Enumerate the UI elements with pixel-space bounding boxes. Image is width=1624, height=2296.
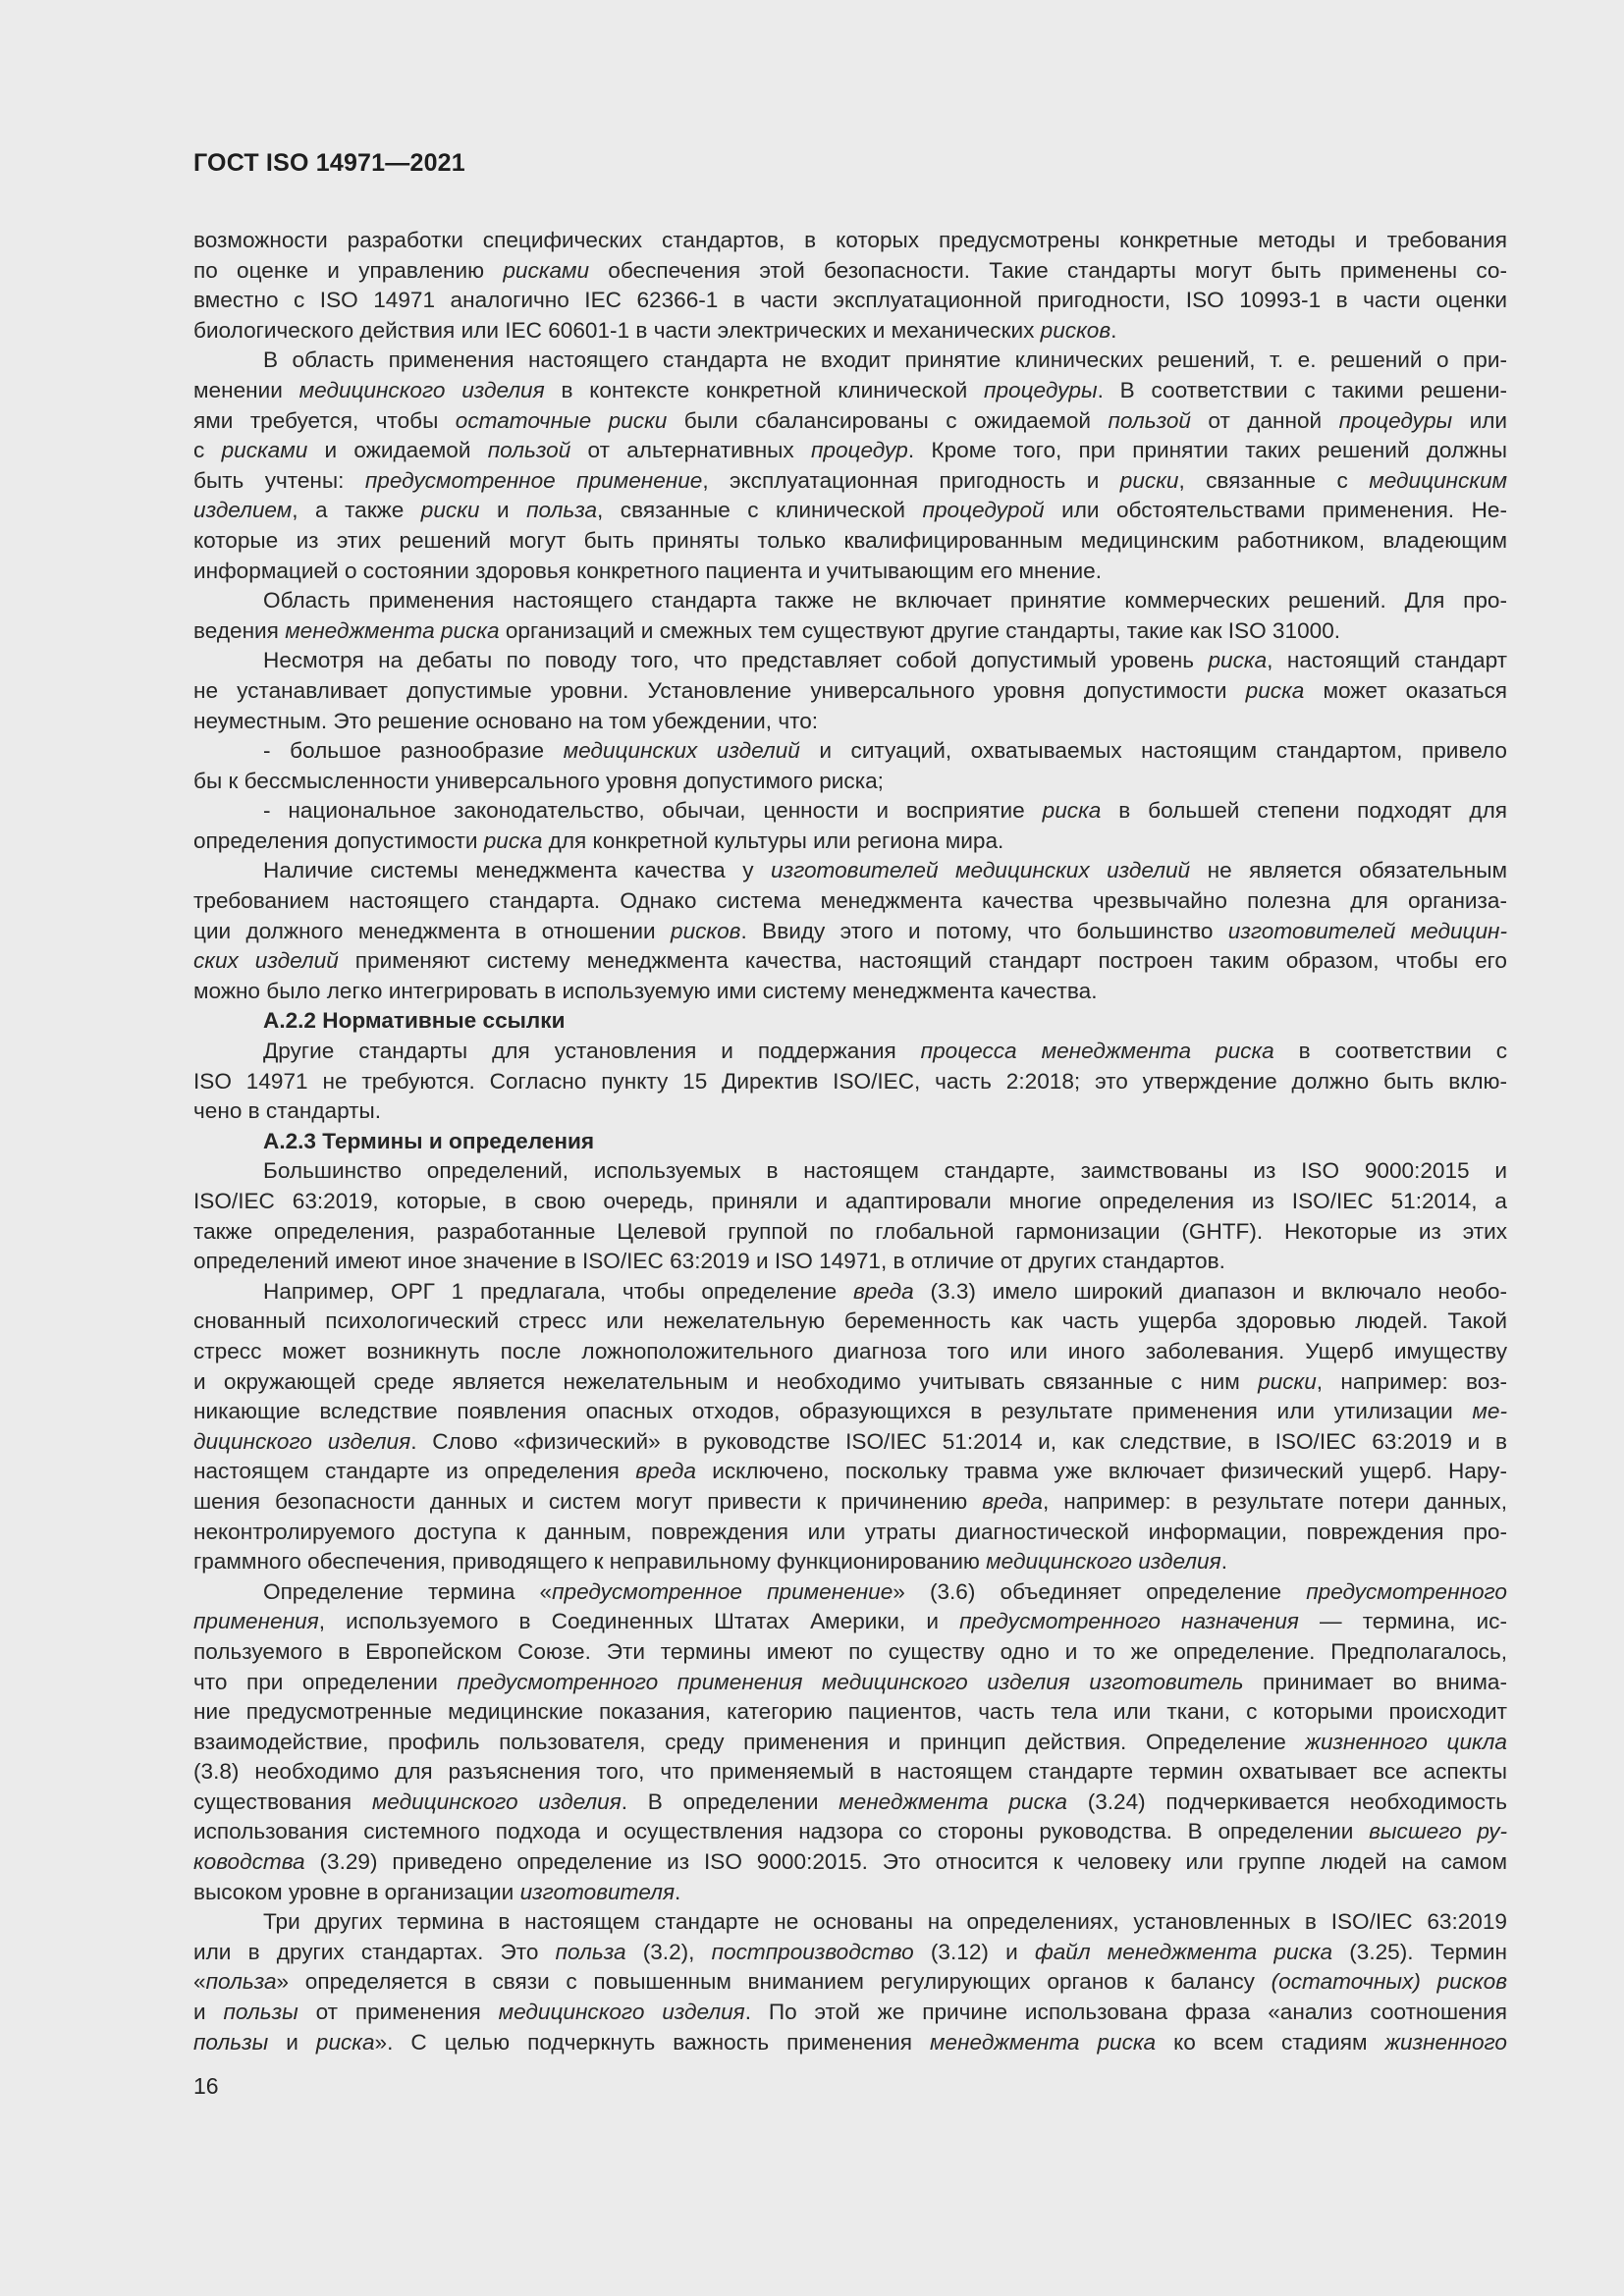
text-line (193, 376, 1507, 406)
text-line (193, 1247, 1507, 1277)
text-line (193, 226, 1507, 256)
text-line (193, 406, 1507, 437)
text-line (193, 1637, 1507, 1668)
text-run: . По этой же причине использована фраза «анализ соотношения (744, 2000, 1508, 2025)
text-run: и (193, 2000, 224, 2025)
italic-term: жизненного (1384, 2029, 1507, 2055)
text-line (193, 286, 1507, 316)
text-line (193, 466, 1507, 497)
text-run: « (193, 1969, 206, 1995)
italic-term: риска (1208, 648, 1268, 673)
text-run: ями требуется, чтобы (193, 407, 456, 433)
text-run: снованный психологический стресс или нежелательную беременность как часть ущерба здоровью людей. Такой (193, 1308, 1507, 1334)
italic-term: жизненного цикла (1305, 1729, 1507, 1754)
text-line (193, 1096, 1507, 1127)
text-line (193, 827, 1507, 857)
text-run: были сбалансированы с ожидаемой (667, 407, 1109, 433)
text-line (193, 1998, 1507, 2028)
text-run: принимает во внима- (1243, 1669, 1507, 1694)
text-run: не является обязательным (1190, 858, 1507, 883)
text-line (193, 316, 1507, 347)
text-run: » (3.6) объединяет определение (893, 1578, 1307, 1604)
text-run: Другие стандарты для установления и поддержания (263, 1039, 921, 1064)
text-run: в соответствии с (1273, 1039, 1507, 1064)
text-run: и (268, 2029, 316, 2055)
text-run: и ситуаций, охватываемых настоящим стандартом, привело (799, 738, 1507, 764)
italic-term: ских изделий (193, 948, 339, 974)
text-line (193, 1427, 1507, 1458)
italic-term: медицинского изделия (298, 377, 545, 402)
text-run: » определяется в связи с повышенным вниманием регулирующих органов к балансу (276, 1969, 1272, 1995)
text-run: существования (193, 1789, 372, 1814)
text-line (193, 856, 1507, 886)
text-line (193, 1156, 1507, 1187)
text-line (193, 1337, 1507, 1367)
italic-term: медицинского изделия (498, 2000, 745, 2025)
text-run: . Ввиду этого и потому, что большинство (740, 918, 1228, 943)
text-run: Три других термина в настоящем стандарте не основаны на определениях, установленных в ISO/IEC 63:2019 (263, 1909, 1507, 1935)
italic-term: медицинских изделий (563, 738, 800, 764)
italic-term: польза (526, 498, 598, 523)
text-run: - большое разнообразие (263, 738, 564, 764)
text-run: высоком уровне в организации (193, 1879, 520, 1904)
italic-term: изготовителей медицин- (1227, 918, 1507, 943)
italic-term: медицинским (1369, 467, 1508, 493)
text-run: и окружающей среде является нежелательным и необходимо учитывать связанные с ним (193, 1368, 1259, 1394)
italic-term: процедуры (1338, 407, 1453, 433)
text-run: или (1452, 407, 1508, 433)
text-run: менении (193, 377, 299, 402)
text-line (193, 1697, 1507, 1728)
text-line (193, 736, 1507, 767)
text-run: определения допустимости (193, 828, 484, 853)
text-run: , используемого в Соединенных Штатах Америки, и (318, 1609, 960, 1634)
text-line (193, 707, 1507, 737)
text-run: требованием настоящего стандарта. Однако система менеджмента качества чрезвычайно полезна для организа- (193, 888, 1507, 914)
italic-term: медицинского изделия (371, 1789, 622, 1814)
italic-term: риска (315, 2029, 375, 2055)
text-run: , настоящий стандарт (1267, 648, 1507, 673)
text-run: неуместным. Это решение основано на том убеждении, что: (193, 708, 819, 733)
text-run: в контексте конкретной клинической (544, 377, 985, 402)
text-run: с (193, 438, 222, 463)
text-run: (3.2), (625, 1939, 712, 1964)
italic-term: риска (483, 828, 543, 853)
text-run: , например: в результате потери данных, (1042, 1488, 1508, 1514)
text-run: может оказаться (1304, 677, 1508, 703)
text-run: , связанные с (1178, 467, 1370, 493)
text-run: и (479, 498, 527, 523)
text-run: определений имеют иное значение в ISO/IEC 63:2019 и ISO 14971, в отличие от других стандартов. (193, 1249, 1225, 1274)
italic-term: рисков (671, 918, 741, 943)
text-run: быть учтены: (193, 467, 365, 493)
text-run: , а также (292, 498, 421, 523)
text-run: неконтролируемого доступа к данным, повреждения или утраты диагностической информации, повреждения про- (193, 1519, 1507, 1544)
text-run: . В определении (621, 1789, 839, 1814)
text-line (193, 1217, 1507, 1248)
text-run: от альтернативных (570, 438, 811, 463)
italic-term: дицинского изделия (193, 1428, 411, 1454)
italic-term: ме- (1472, 1399, 1507, 1424)
text-line (193, 1607, 1507, 1637)
text-run: по оценке и управлению (193, 257, 504, 283)
text-run: применяют систему менеджмента качества, настоящий стандарт построен таким образом, чтобы его (338, 948, 1507, 974)
text-line (193, 1277, 1507, 1308)
italic-term: предусмотренного (1306, 1578, 1507, 1604)
italic-term: процедур (810, 438, 908, 463)
text-run: взаимодействие, профиль пользователя, среду применения и принцип действия. Определение (193, 1729, 1306, 1754)
text-run: никающие вследствие появления опасных отходов, образующихся в результате применения или утилизации (193, 1399, 1473, 1424)
page-header: ГОСТ ISO 14971—2021 (193, 149, 465, 177)
italic-term: вреда (635, 1459, 696, 1484)
text-run: . (1110, 317, 1117, 343)
text-run: ». С целью подчеркнуть важность применения (374, 2029, 931, 2055)
text-line (193, 767, 1507, 797)
text-line (193, 557, 1507, 587)
text-run: что при определении (193, 1669, 458, 1694)
text-run: граммного обеспечения, приводящего к неправильному функционированию (193, 1549, 987, 1575)
text-run: также определения, разработанные Целевой группой по глобальной гармонизации (GHTF). Некоторые из этих (193, 1218, 1507, 1244)
italic-term: файл менеджмента риска (1034, 1939, 1333, 1964)
text-line (193, 586, 1507, 616)
text-run: — термина, ис- (1298, 1609, 1507, 1634)
text-run: , связанные с клинической (597, 498, 923, 523)
italic-term: (остаточных) рисков (1271, 1969, 1507, 1995)
document-body (193, 226, 1507, 2057)
italic-term: изделием (193, 498, 293, 523)
text-run: А.2.2 Нормативные ссылки (263, 1008, 566, 1034)
text-run: А.2.3 Термины и определения (263, 1128, 595, 1153)
italic-term: предусмотренное применение (364, 467, 703, 493)
text-line (193, 436, 1507, 466)
text-line (193, 256, 1507, 287)
text-line (193, 917, 1507, 947)
italic-term: изготовителей медицинских изделий (771, 858, 1191, 883)
text-line (193, 346, 1507, 376)
text-line (193, 1817, 1507, 1847)
text-line (193, 1397, 1507, 1427)
text-run: для конкретной культуры или региона мира. (542, 828, 1004, 853)
text-run: от данной (1190, 407, 1339, 433)
italic-term: предусмотренного применения медицинского изделия изготовитель (457, 1669, 1244, 1694)
text-run: чено в стандарты. (193, 1098, 382, 1124)
text-line (193, 1518, 1507, 1548)
italic-term: менеджмента риска (839, 1789, 1067, 1814)
text-line (193, 526, 1507, 557)
text-run: Большинство определений, используемых в настоящем стандарте, заимствованы из ISO 9000:2015 и (263, 1158, 1507, 1184)
text-run: биологического действия или IEC 60601-1 в части электрических и механических (193, 317, 1041, 343)
text-line (193, 946, 1507, 977)
section-heading (193, 1127, 1507, 1157)
text-line (193, 886, 1507, 917)
text-run: вместно с ISO 14971 аналогично IEC 62366-1 в части эксплуатационной пригодности, ISO 10993-1 в части оценки (193, 288, 1507, 313)
text-run: (3.8) необходимо для разъяснения того, что применяемый в настоящем стандарте термин охватывает все аспекты (193, 1759, 1507, 1785)
text-run: или обстоятельствами применения. Не- (1044, 498, 1507, 523)
text-line (193, 676, 1507, 707)
text-line (193, 496, 1507, 526)
italic-term: постпроизводство (711, 1939, 914, 1964)
text-run: пользуемого в Европейском Союзе. Эти термины имеют по существу одно и то же определение. Предполагалось, (193, 1638, 1507, 1664)
text-run: Определение термина « (263, 1578, 553, 1604)
text-run: Область применения настоящего стандарта также не включает принятие коммерческих решений. Для про- (263, 588, 1507, 614)
text-run: (3.12) и (913, 1939, 1035, 1964)
italic-term: менеджмента риска (285, 617, 500, 643)
text-run: организаций и смежных тем существуют другие стандарты, такие как ISO 31000. (499, 617, 1341, 643)
text-line (193, 1547, 1507, 1577)
italic-term: высшего ру- (1369, 1819, 1508, 1844)
italic-term: предусмотренное применение (552, 1578, 893, 1604)
text-run: настоящем стандарте из определения (193, 1459, 636, 1484)
italic-term: рисками (503, 257, 590, 283)
text-line (193, 1187, 1507, 1217)
italic-term: процедурой (922, 498, 1045, 523)
text-run: . Кроме того, при принятии таких решений должны (907, 438, 1507, 463)
text-run: ние предусмотренные медицинские показания, категорию пациентов, часть тела или ткани, с которыми происходит (193, 1699, 1507, 1725)
italic-term: пользой (487, 438, 571, 463)
text-line (193, 977, 1507, 1007)
italic-term: менеджмента риска (930, 2029, 1157, 2055)
text-run: (3.29) приведено определение из ISO 9000:2015. Это относится к человеку или группе людей на самом (304, 1849, 1507, 1875)
text-run: ISO/IEC 63:2019, которые, в свою очередь, приняли и адаптировали многие определения из ISO/IEC 51:2014, а (193, 1189, 1507, 1213)
italic-term: риска (1245, 677, 1305, 703)
italic-term: рисками (221, 438, 308, 463)
italic-term: процесса менеджмента риска (920, 1039, 1274, 1064)
text-run: ISO 14971 не требуются. Согласно пункту 15 Директив ISO/IEC, часть 2:2018; это утверждение должно быть вклю- (193, 1068, 1507, 1094)
text-line (193, 2028, 1507, 2058)
text-run: от применения (298, 2000, 499, 2025)
italic-term: предусмотренного назначения (959, 1609, 1299, 1634)
text-run: и ожидаемой (307, 438, 488, 463)
text-run: возможности разработки специфических стандартов, в которых предусмотрены конкретные методы и требования (193, 228, 1507, 252)
italic-term: изготовителя (519, 1879, 676, 1904)
text-run: (3.3) имело широкий диапазон и включало необо- (913, 1278, 1507, 1304)
text-run: . В соответствии с такими решени- (1097, 377, 1507, 402)
text-run: . Слово «физический» в руководстве ISO/IEC 51:2014 и, как следствие, в ISO/IEC 63:2019 и в (410, 1428, 1507, 1454)
text-line (193, 1847, 1507, 1878)
text-run: ведения (193, 617, 286, 643)
text-run: Например, ОРГ 1 предлагала, чтобы определение (263, 1278, 853, 1304)
text-line (193, 1907, 1507, 1938)
italic-term: польза (555, 1939, 626, 1964)
text-run: которые из этих решений могут быть приняты только квалифицированным медицинским работником, владеющим (193, 527, 1507, 553)
text-run: стресс может возникнуть после ложноположительного диагноза того или иного заболевания. Ущерб имуществу (193, 1338, 1507, 1363)
text-line (193, 1728, 1507, 1758)
text-line (193, 1788, 1507, 1818)
italic-term: процедуры (984, 377, 1098, 402)
text-run: обеспечения этой безопасности. Такие стандарты могут быть применены со- (589, 257, 1507, 283)
italic-term: медицинского изделия (986, 1549, 1221, 1575)
page-number: 16 (193, 2073, 219, 2099)
text-run: ции должного менеджмента в отношении (193, 918, 671, 943)
text-run: . (1220, 1549, 1227, 1575)
italic-term: пользы (223, 2000, 298, 2025)
text-line (193, 1757, 1507, 1788)
text-run: В область применения настоящего стандарта не входит принятие клинических решений, т. е. решений о при- (263, 347, 1507, 373)
text-run: в большей степени подходят для (1101, 798, 1507, 824)
text-line (193, 616, 1507, 647)
text-run: - национальное законодательство, обычаи, ценности и восприятие (263, 798, 1043, 824)
italic-term: вреда (852, 1278, 914, 1304)
text-run: , эксплуатационная пригодность и (702, 467, 1120, 493)
italic-term: польза (205, 1969, 277, 1995)
italic-term: рисков (1040, 317, 1111, 343)
italic-term: вреда (982, 1488, 1043, 1514)
text-run: Наличие системы менеджмента качества у (263, 858, 771, 883)
italic-term: применения (193, 1609, 319, 1634)
text-run: исключено, поскольку травма уже включает физический ущерб. Нару- (695, 1459, 1507, 1484)
text-run: бы к бессмысленности универсального уровня допустимого риска; (193, 768, 884, 793)
text-line (193, 1037, 1507, 1067)
text-run: (3.24) подчеркивается необходимость (1066, 1789, 1507, 1814)
text-line (193, 1878, 1507, 1908)
text-run: информацией о состоянии здоровья конкретного пациента и учитывающим его мнение. (193, 558, 1103, 583)
text-run: , например: воз- (1316, 1368, 1507, 1394)
italic-term: риска (1042, 798, 1102, 824)
text-line (193, 1457, 1507, 1487)
italic-term: пользы (193, 2029, 269, 2055)
italic-term: пользой (1108, 407, 1191, 433)
italic-term: остаточные риски (455, 407, 668, 433)
text-run: ко всем стадиям (1156, 2029, 1385, 2055)
text-line (193, 796, 1507, 827)
text-line (193, 1067, 1507, 1097)
text-run: можно было легко интегрировать в используемую ими систему менеджмента качества. (193, 978, 1098, 1003)
text-run: шения безопасности данных и систем могут привести к причинению (193, 1488, 983, 1514)
text-run: использования системного подхода и осуществления надзора со стороны руководства. В определении (193, 1819, 1370, 1844)
text-line (193, 1668, 1507, 1698)
text-line (193, 1367, 1507, 1398)
text-line (193, 1938, 1507, 1968)
text-line (193, 646, 1507, 676)
text-line (193, 1307, 1507, 1337)
text-run: не устанавливает допустимые уровни. Установление универсального уровня допустимости (193, 677, 1246, 703)
italic-term: риски (420, 498, 480, 523)
italic-term: риски (1119, 467, 1179, 493)
text-line (193, 1577, 1507, 1608)
section-heading (193, 1006, 1507, 1037)
italic-term: риски (1258, 1368, 1317, 1394)
text-run: или в других стандартах. Это (193, 1939, 556, 1964)
italic-term: ководства (193, 1849, 305, 1875)
text-run: . (675, 1879, 681, 1904)
text-run: (3.25). Термин (1332, 1939, 1507, 1964)
text-run: Несмотря на дебаты по поводу того, что представляет собой допустимый уровень (263, 648, 1209, 673)
text-line (193, 1487, 1507, 1518)
text-line (193, 1967, 1507, 1998)
